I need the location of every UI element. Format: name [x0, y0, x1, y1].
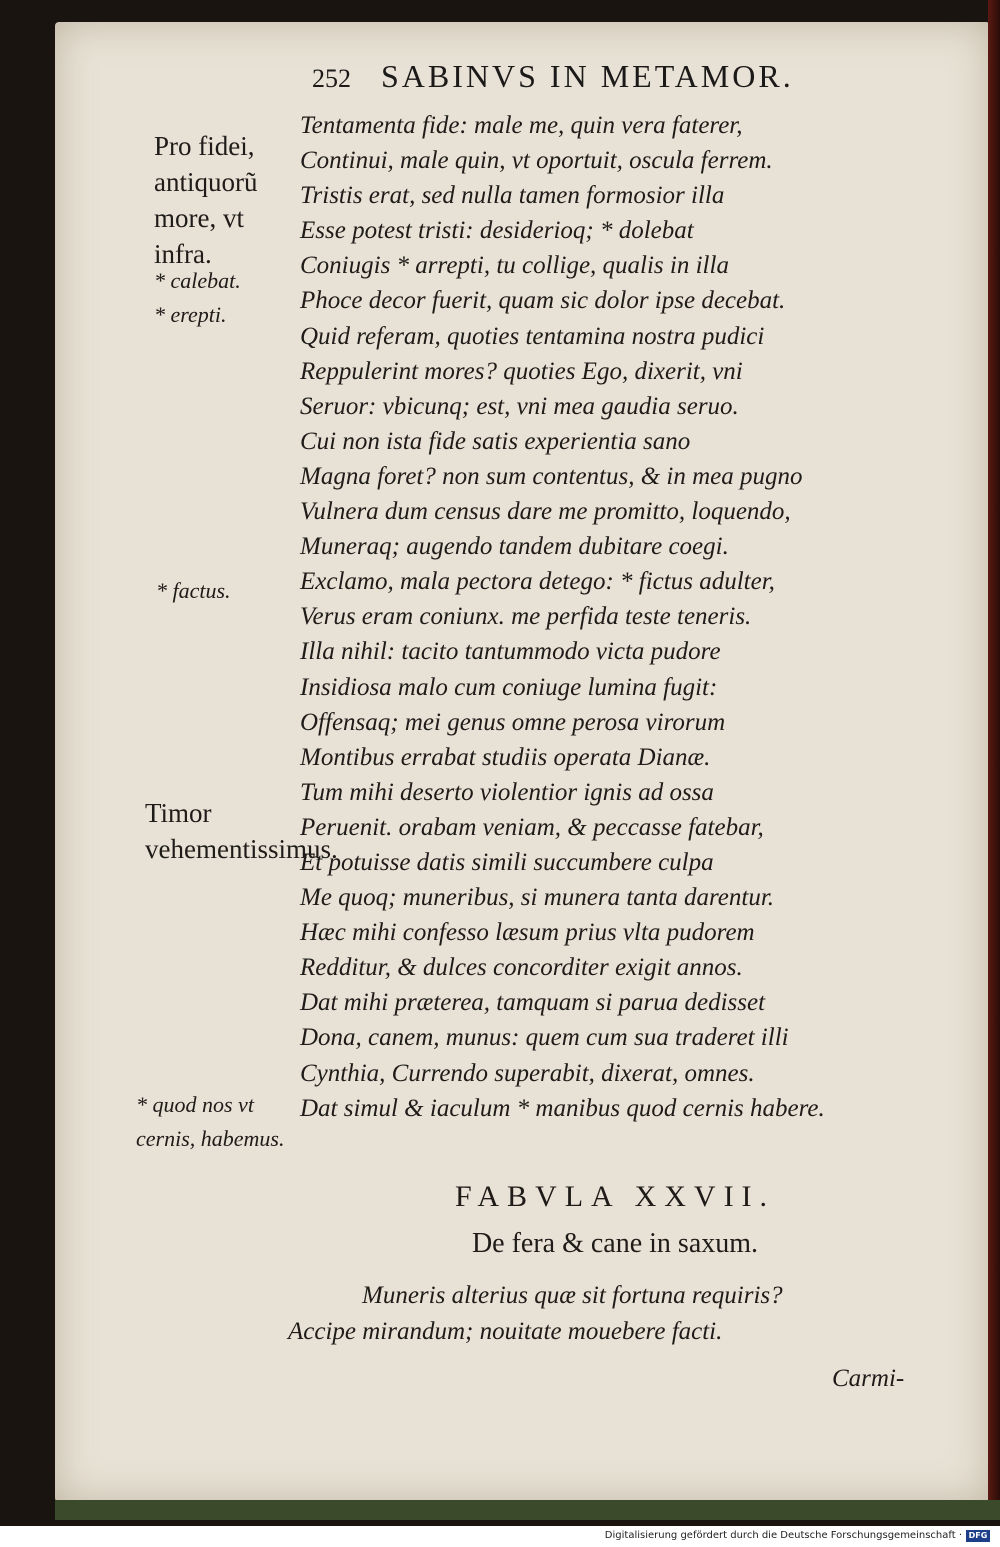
verse-line: Offensaq; mei genus omne perosa virorum — [300, 708, 726, 736]
verse-line: Dat simul & iaculum * manibus quod cernis habere. — [300, 1094, 825, 1122]
verse-line: Seruor: vbicunq; est, vni mea gaudia seruo. — [300, 392, 739, 420]
margin-note: * calebat. — [154, 268, 241, 293]
verse-line: Peruenit. orabam veniam, & peccasse fatebar, — [300, 813, 764, 841]
verse-line: Montibus errabat studiis operata Dianæ. — [300, 743, 711, 771]
margin-note: * erepti. — [154, 302, 227, 327]
verse-line: Esse potest tristi: desiderioq; * dolebat — [300, 217, 694, 245]
page-number: 252 — [312, 64, 351, 93]
argument-line: Accipe mirandum; nouitate mouebere facti. — [288, 1318, 723, 1345]
argument-line: Muneris alterius quæ sit fortuna requiris? — [362, 1282, 783, 1309]
verse-line: Verus eram coniunx. me perfida teste teneris. — [300, 603, 752, 631]
page-bottom-edge — [55, 1500, 1000, 1520]
catchword: Carmi- — [832, 1365, 905, 1392]
margin-note: Timor vehementissimus. — [145, 798, 338, 864]
verse-line: Cynthia, Currendo superabit, dixerat, omnes. — [300, 1059, 755, 1087]
verse-line: Phoce decor fuerit, quam sic dolor ipse decebat. — [300, 287, 786, 315]
footer-bar — [0, 1526, 1000, 1547]
verse-line: Dat mihi præterea, tamquam si parua dedisset — [300, 989, 766, 1017]
verse-line: Cui non ista fide satis experientia sano — [300, 427, 691, 455]
running-header — [312, 58, 892, 95]
verse-line: Illa nihil: tacito tantummodo victa pudore — [300, 638, 721, 666]
verse-line: Quid referam, quoties tentamina nostra pudici — [300, 322, 765, 350]
margin-note: * factus. — [156, 578, 231, 603]
verse-list — [300, 108, 930, 1126]
verse-line: Coniugis * arrepti, tu collige, qualis in illa — [300, 252, 729, 280]
verse-line: Tum mihi deserto violentior ignis ad ossa — [300, 778, 714, 806]
verse-line: Redditur, & dulces concorditer exigit annos. — [300, 954, 743, 982]
footer-credit: Digitalisierung gefördert durch die Deutsche Forschungsgemeinschaft · — [604, 1530, 962, 1541]
verse-line: Tentamenta fide: male me, quin vera faterer, — [300, 112, 743, 139]
book-spine — [988, 0, 1000, 1500]
verse-line: Exclamo, mala pectora detego: * fictus adulter, — [300, 568, 775, 596]
verse-line: Et potuisse datis simili succumbere culpa — [300, 848, 714, 876]
fabula-subtitle: De fera & cane in saxum. — [471, 1228, 759, 1259]
verse-line: Vulnera dum census dare me promitto, loquendo, — [300, 498, 791, 526]
dfg-logo-icon: DFG — [966, 1530, 990, 1542]
margin-note: * quod nos vt cernis, habemus. — [136, 1092, 285, 1151]
verse-line: Muneraq; augendo tandem dubitare coegi. — [300, 533, 729, 561]
verse-line: Insidiosa malo cum coniuge lumina fugit: — [300, 673, 718, 701]
margin-note: Pro fidei, antiquorũ more, vt infra. — [154, 131, 258, 269]
verse-line: Me quoq; muneribus, si munera tanta darentur. — [300, 884, 775, 912]
verse-line: Hæc mihi confesso læsum prius vlta pudorem — [300, 919, 755, 947]
verse-line: Reppulerint mores? quoties Ego, dixerit, vni — [300, 357, 743, 385]
fabula-title: FABVLA XXVII. — [454, 1180, 776, 1213]
running-title: SABINVS IN METAMOR. — [381, 58, 794, 94]
verse-line: Tristis erat, sed nulla tamen formosior illa — [300, 182, 725, 210]
verse-line: Magna foret? non sum contentus, & in mea pugno — [300, 462, 803, 490]
verse-line: Dona, canem, munus: quem cum sua traderet illi — [300, 1024, 789, 1052]
verse-line: Continui, male quin, vt oportuit, oscula ferrem. — [300, 147, 773, 175]
